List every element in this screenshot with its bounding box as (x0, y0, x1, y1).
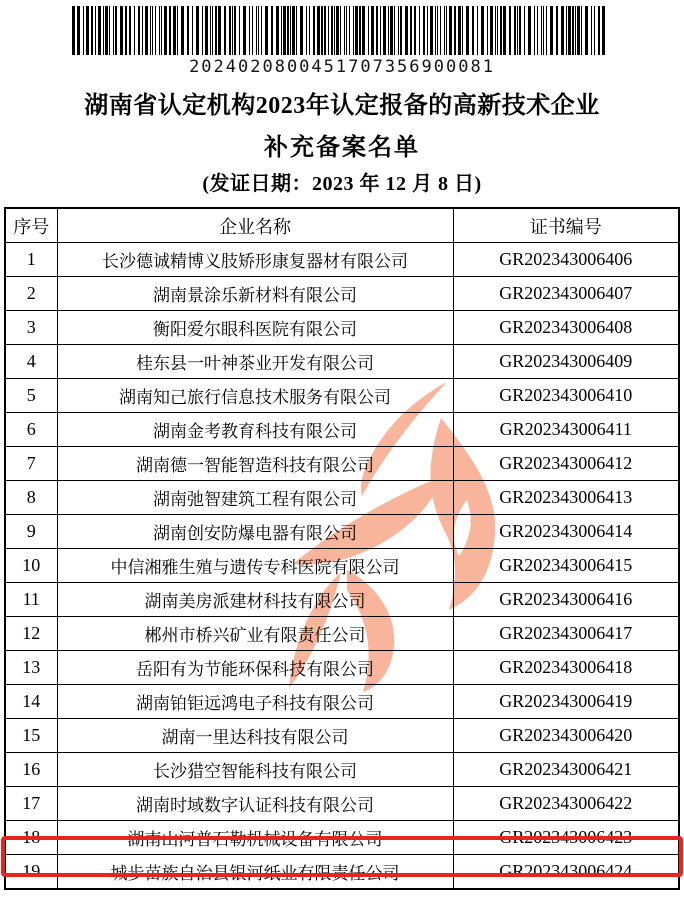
table-row (5, 685, 679, 719)
cell-name: 湖南山河普石勒机械设备有限公司 (57, 821, 453, 855)
cell-no: 12 (5, 617, 57, 651)
cell-no: 11 (5, 583, 57, 617)
cell-no: 16 (5, 753, 57, 787)
table-row (5, 753, 679, 787)
cell-no: 9 (5, 515, 57, 549)
table-row (5, 549, 679, 583)
table-row (5, 447, 679, 481)
cell-cert: GR202343006420 (453, 719, 679, 753)
table-row (5, 277, 679, 311)
column-header: 企业名称 (57, 208, 453, 243)
table-row (5, 855, 679, 890)
cell-name: 衡阳爱尔眼科医院有限公司 (57, 311, 453, 345)
cell-no: 3 (5, 311, 57, 345)
cell-name: 湖南创安防爆电器有限公司 (57, 515, 453, 549)
barcode-number: 2024020800451707356900081 (189, 57, 495, 77)
cell-name: 湖南景涂乐新材料有限公司 (57, 277, 453, 311)
cell-cert: GR202343006421 (453, 753, 679, 787)
cell-no: 18 (5, 821, 57, 855)
barcode (72, 6, 612, 55)
cell-name: 桂东县一叶神茶业开发有限公司 (57, 345, 453, 379)
column-header: 序号 (5, 208, 57, 243)
cell-name: 中信湘雅生殖与遗传专科医院有限公司 (57, 549, 453, 583)
cell-no: 2 (5, 277, 57, 311)
cell-no: 10 (5, 549, 57, 583)
cell-cert: GR202343006419 (453, 685, 679, 719)
issue-date-line: (发证日期：2023 年 12 月 8 日) (202, 173, 482, 195)
table-row (5, 617, 679, 651)
cell-no: 13 (5, 651, 57, 685)
table-header-row (5, 208, 679, 243)
table-row (5, 719, 679, 753)
cell-cert: GR202343006422 (453, 787, 679, 821)
table-row (5, 515, 679, 549)
cell-cert: GR202343006417 (453, 617, 679, 651)
cell-name: 湖南德一智能智造科技有限公司 (57, 447, 453, 481)
table-row (5, 311, 679, 345)
table-row (5, 651, 679, 685)
cell-name: 郴州市桥兴矿业有限责任公司 (57, 617, 453, 651)
cell-cert: GR202343006407 (453, 277, 679, 311)
cell-no: 14 (5, 685, 57, 719)
cell-name: 长沙德诚精博义肢矫形康复器材有限公司 (57, 243, 453, 277)
table-row (5, 413, 679, 447)
document-title-line2: 补充备案名单 (264, 135, 420, 161)
cell-cert: GR202343006413 (453, 481, 679, 515)
cell-no: 19 (5, 855, 57, 890)
table-row (5, 583, 679, 617)
cell-name: 湖南弛智建筑工程有限公司 (57, 481, 453, 515)
cell-cert: GR202343006406 (453, 243, 679, 277)
enterprise-table (4, 207, 680, 890)
cell-name: 长沙猎空智能科技有限公司 (57, 753, 453, 787)
cell-name: 岳阳有为节能环保科技有限公司 (57, 651, 453, 685)
cell-no: 15 (5, 719, 57, 753)
cell-cert: GR202343006415 (453, 549, 679, 583)
cell-cert: GR202343006411 (453, 413, 679, 447)
column-header: 证书编号 (453, 208, 679, 243)
cell-name: 湖南一里达科技有限公司 (57, 719, 453, 753)
cell-cert: GR202343006418 (453, 651, 679, 685)
cell-no: 1 (5, 243, 57, 277)
cell-no: 17 (5, 787, 57, 821)
cell-name: 湖南时域数字认证科技有限公司 (57, 787, 453, 821)
cell-no: 6 (5, 413, 57, 447)
table-row (5, 787, 679, 821)
table-row-highlighted (5, 821, 679, 855)
table-row (5, 345, 679, 379)
cell-no: 7 (5, 447, 57, 481)
table-row (5, 243, 679, 277)
table-row (5, 481, 679, 515)
cell-cert: GR202343006410 (453, 379, 679, 413)
document-title-line1: 湖南省认定机构2023年认定报备的高新技术企业 (84, 93, 600, 119)
cell-name: 湖南铂钜远鸿电子科技有限公司 (57, 685, 453, 719)
cell-cert: GR202343006412 (453, 447, 679, 481)
cell-cert: GR202343006423 (453, 821, 679, 855)
cell-no: 4 (5, 345, 57, 379)
cell-cert: GR202343006408 (453, 311, 679, 345)
cell-no: 8 (5, 481, 57, 515)
cell-no: 5 (5, 379, 57, 413)
cell-cert: GR202343006409 (453, 345, 679, 379)
cell-name: 湖南美房派建材科技有限公司 (57, 583, 453, 617)
cell-cert: GR202343006414 (453, 515, 679, 549)
table-row (5, 379, 679, 413)
cell-name: 城步苗族自治县银河纸业有限责任公司 (57, 855, 453, 890)
cell-name: 湖南知己旅行信息技术服务有限公司 (57, 379, 453, 413)
cell-name: 湖南金考教育科技有限公司 (57, 413, 453, 447)
cell-cert: GR202343006416 (453, 583, 679, 617)
cell-cert: GR202343006424 (453, 855, 679, 890)
